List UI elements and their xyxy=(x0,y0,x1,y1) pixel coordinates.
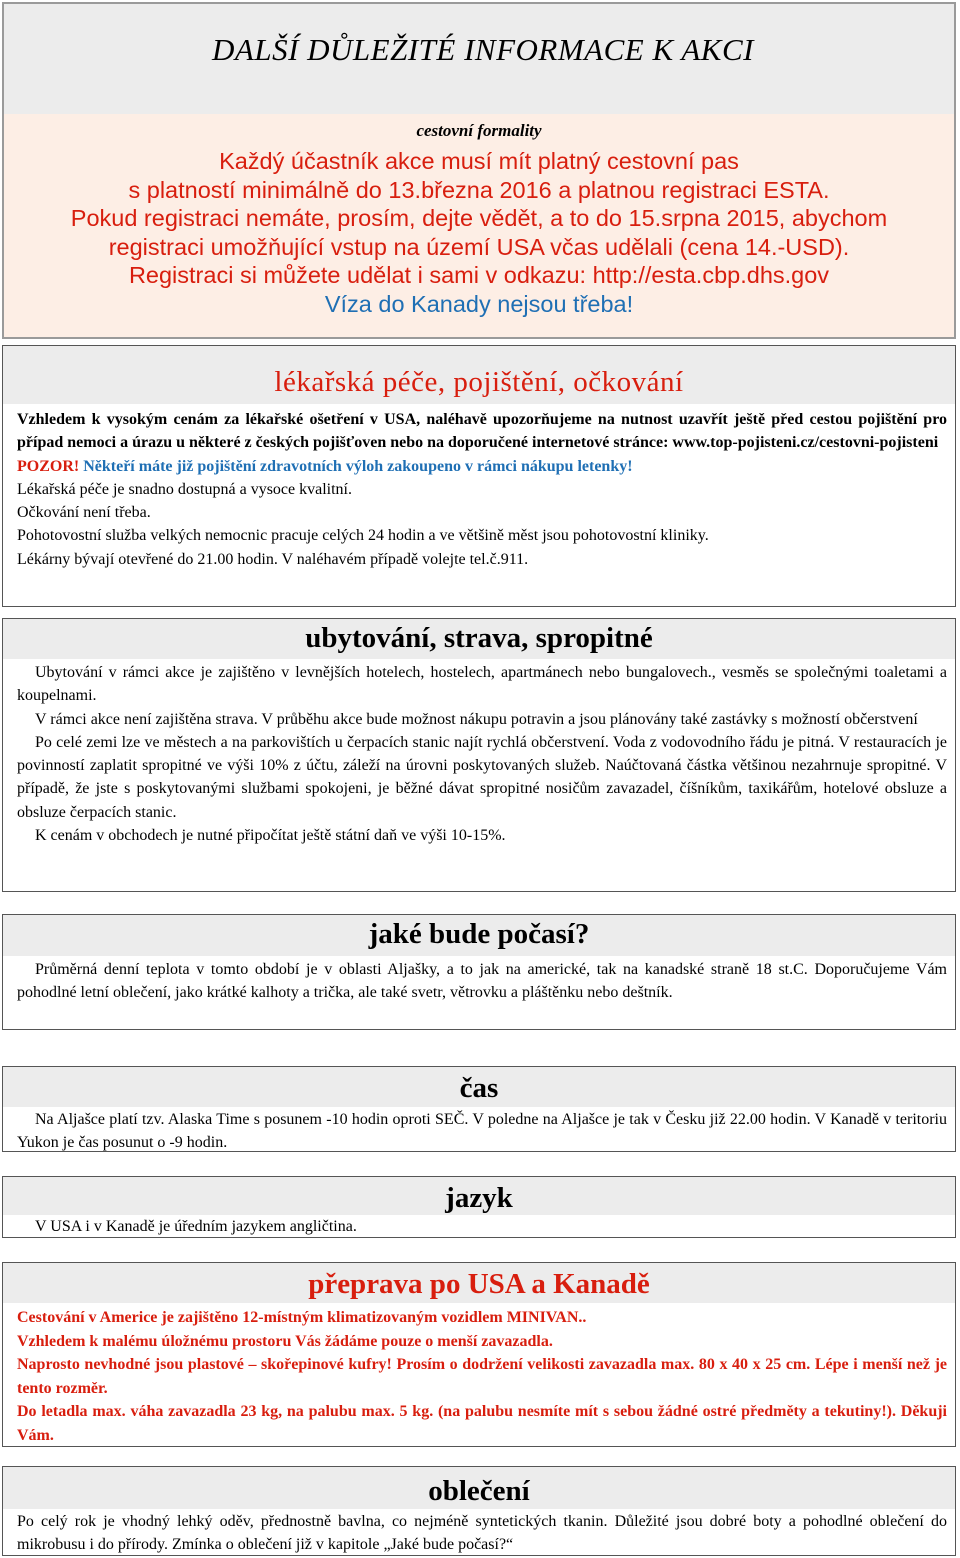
formality-line: Každý účastník akce musí mít platný cestovní pas xyxy=(219,148,739,174)
paragraph: Na Aljašce platí tzv. Alaska Time s posunem -10 hodin oproti SEČ. V poledne na Aljašce je tak v Česku již 22.00 hodin. V Kanadě v teritoriu Yukon je čas posunut o -9 hodin. xyxy=(17,1111,947,1152)
paragraph: Lékárny bývají otevřené do 21.00 hodin. V naléhavém případě volejte tel.č.911. xyxy=(17,550,529,568)
paragraph: K cenám v obchodech je nutné připočítat ještě státní daň ve výši 10-15%. xyxy=(35,827,506,845)
section-heading: oblečení xyxy=(428,1475,530,1507)
section-transport xyxy=(2,1262,956,1447)
paragraph: Po celý rok je vhodný lehký oděv, přednostně bavlna, co nejméně syntetických tkanin. Důležité jsou dobré boty a pohodlné oblečení do mikrobusu i do přírody. Zmínka o oblečení již v kapitole „Jaké bude počasí?“ xyxy=(17,1513,947,1554)
section-heading: jazyk xyxy=(445,1182,513,1214)
paragraph: Pohotovostní služba velkých nemocnic pracuje celých 24 hodin a ve většině měst jsou pohotovostní kliniky. xyxy=(17,527,709,545)
section-weather xyxy=(2,914,956,1030)
formality-line: Registraci si můžete udělat i sami v odkazu: http://esta.cbp.dhs.gov xyxy=(128,262,830,288)
paragraph: Očkování není třeba. xyxy=(17,504,151,522)
section-body xyxy=(17,408,947,571)
paragraph: Do letadla max. váha zavazadla 23 kg, na palubu max. 5 kg. (na palubu nesmíte mít s sebou žádné ostré předměty a tekutiny!). Děkuji Vám. xyxy=(17,1403,947,1444)
warning-label: POZOR! xyxy=(17,457,80,475)
section-language xyxy=(2,1176,956,1238)
page-title: DALŠÍ DŮLEŽITÉ INFORMACE K AKCI xyxy=(212,32,754,67)
section-medical xyxy=(2,345,956,607)
section-heading: ubytování, strava, spropitné xyxy=(305,622,653,654)
paragraph: V USA i v Kanadě je úředním jazykem angličtina. xyxy=(35,1218,357,1235)
paragraph: Průměrná denní teplota v tomto období je v oblasti Aljašky, a to jak na americké, tak na kanadské straně 18 st.C. Doporučujeme Vám pohodlné letní oblečení, jako krátké kalhoty a trička, ale také svetr, větrovku a pláštěnku nebo deštník. xyxy=(17,961,947,1002)
warning-text: Někteří máte již pojištění zdravotních výloh zakoupeno v rámci nákupu letenky! xyxy=(83,457,633,475)
formality-line: s platností minimálně do 13.března 2016 a platnou registraci ESTA. xyxy=(128,176,830,203)
formality-line: registraci umožňující vstup na území USA včas udělali (cena 14.-USD). xyxy=(108,233,850,260)
formality-subtitle: cestovní formality xyxy=(416,121,542,140)
section-body xyxy=(17,1510,947,1556)
paragraph: Vzhledem k vysokým cenám za lékařské ošetření v USA, naléhavě upozorňujeme na nutnost uzavřít ještě před cestou pojištění pro případ nemoci a úrazu u některé z českých pojišťoven nebo na doporučené internetové stránce: www.top-pojisteni.cz/cestovni-pojisteni xyxy=(17,411,947,452)
header-box xyxy=(2,2,956,339)
section-heading: jaké bude počasí? xyxy=(368,918,590,950)
section-body xyxy=(17,958,947,1004)
paragraph: Po celé zemi lze ve městech a na parkovištích u čerpacích stanic najít rychlá občerstvení. Voda z vodovodního řádu je pitná. V restauracích je povinností zaplatit spropitné ve výši 10% z účtu, záleží na úrovni poskytovaných služeb. Naúčtovaná částka většinou nezahrnuje spropitné. V případě, že jste s poskytovanými službami spokojeni, je běžné dávat spropitné nosičům zavazadel, číšníkům, taxikářům, hotelové obsluze a obsluze čerpacích stanic. xyxy=(17,733,947,821)
section-body xyxy=(17,1306,947,1448)
section-body xyxy=(17,661,947,847)
paragraph: Lékařská péče je snadno dostupná a vysoce kvalitní. xyxy=(17,480,352,498)
section-clothing xyxy=(2,1466,956,1556)
paragraph: Naprosto nevhodné jsou plastové – skořepinové kufry! Prosím o dodržení velikosti zavazadla max. 80 x 40 x 25 cm. Lépe i menší než je tento rozměr. xyxy=(17,1356,947,1397)
section-accommodation xyxy=(2,618,956,892)
section-time xyxy=(2,1066,956,1152)
paragraph: Ubytování v rámci akce je zajištěno v levnějších hotelech, hostelech, apartmánech nebo bungalovech., vesměs se společnými toaletami a koupelnami. xyxy=(17,664,947,705)
formality-text xyxy=(4,147,954,318)
section-body xyxy=(17,1215,947,1238)
section-heading: čas xyxy=(459,1072,499,1104)
paragraph: V rámci akce není zajištěna strava. V průběhu akce bude možnost nákupu potravin a jsou plánovány také zastávky s možností občerstvení xyxy=(35,710,918,728)
formality-line: Víza do Kanady nejsou třeba! xyxy=(324,290,634,317)
section-heading: lékařská péče, pojištění, očkování xyxy=(274,366,684,398)
section-heading: přeprava po USA a Kanadě xyxy=(308,1268,650,1300)
paragraph: Cestování v Americe je zajištěno 12-místným klimatizovaným vozidlem MINIVAN.. xyxy=(17,1309,587,1326)
paragraph: Vzhledem k malému úložnému prostoru Vás žádáme pouze o menší zavazadla. xyxy=(17,1332,553,1350)
paragraph xyxy=(17,455,947,478)
section-body xyxy=(17,1108,947,1154)
formality-line: Pokud registraci nemáte, prosím, dejte vědět, a to do 15.srpna 2015, abychom xyxy=(70,205,888,231)
